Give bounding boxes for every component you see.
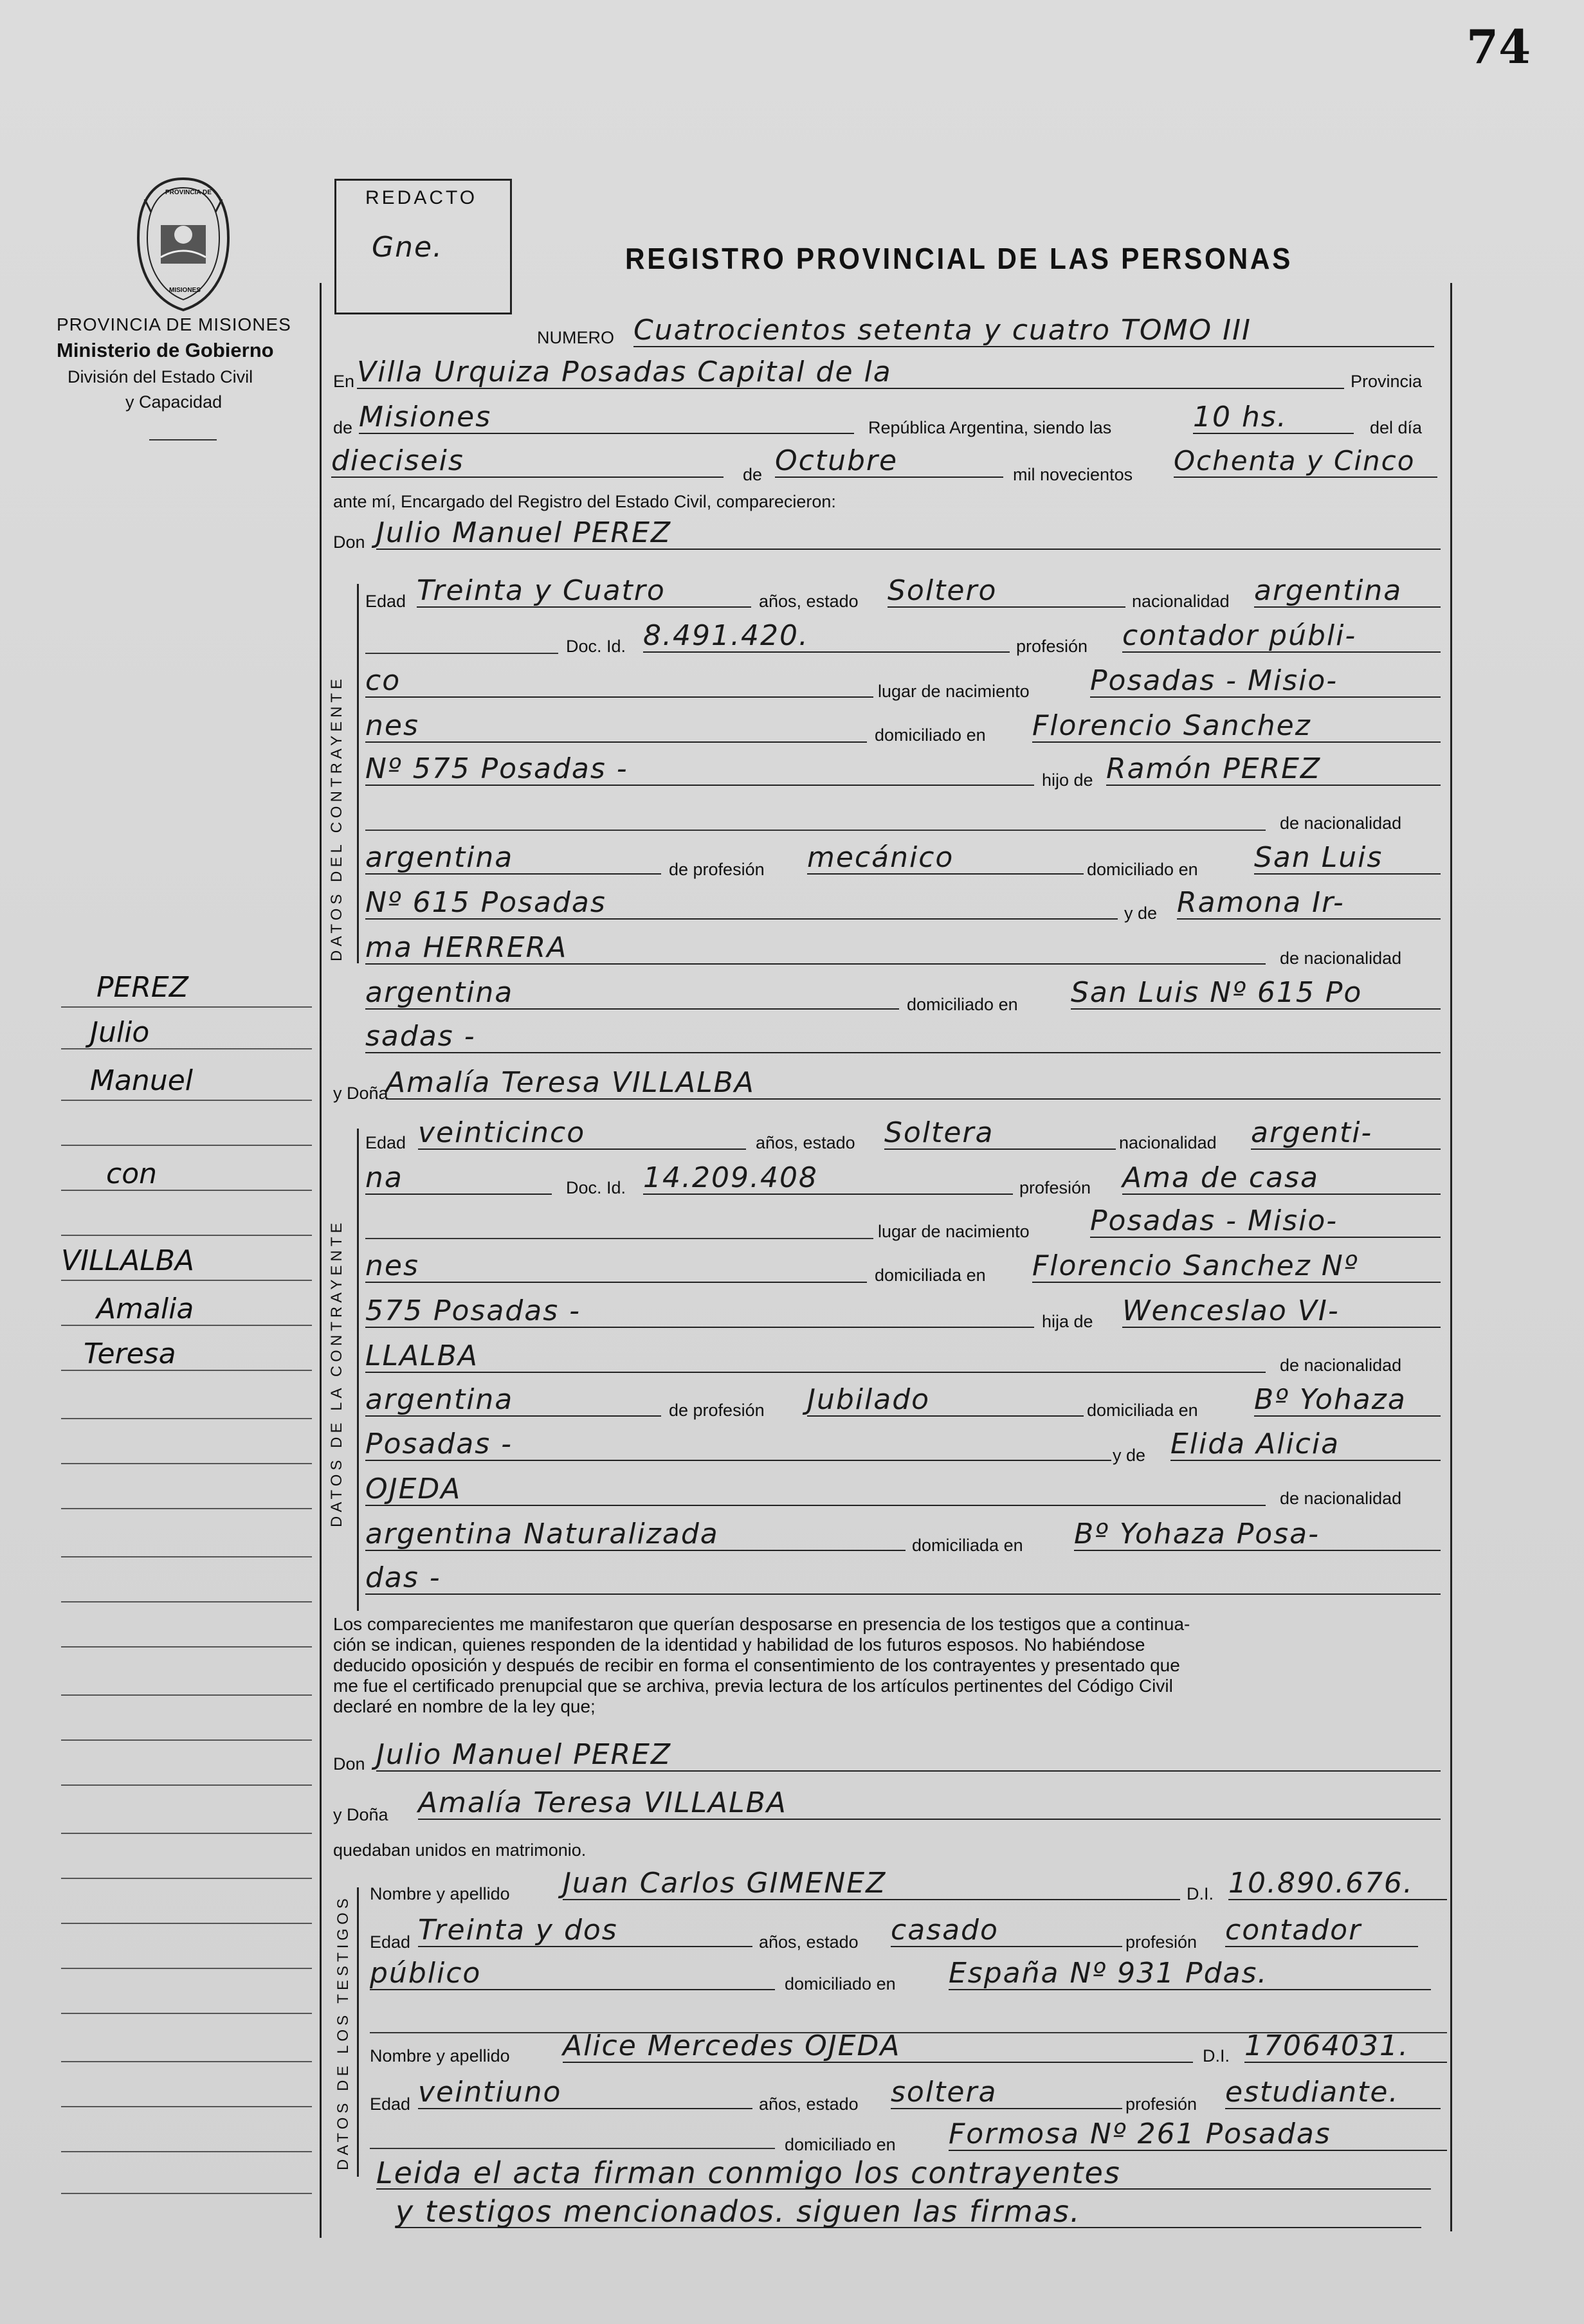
sidebar-province: PROVINCIA DE MISIONES — [57, 314, 291, 334]
bride-section-border — [357, 1129, 359, 1611]
groom-edad-value: Treinta y Cuatro — [417, 576, 751, 608]
w2-edad-label: Edad — [370, 2094, 411, 2114]
bride-edad-label: Edad — [365, 1133, 406, 1152]
bride-madre-nac-value: argentina Naturalizada — [365, 1519, 906, 1551]
w1-nombre-label: Nombre y apellido — [370, 1884, 510, 1903]
bride-doc-value: 14.209.408 — [643, 1163, 1013, 1195]
margin-note-surname: PEREZ — [96, 971, 188, 1004]
redacto-label: REDACTO — [365, 187, 478, 208]
sidebar-separator — [320, 283, 322, 2238]
bride-estado-value: Soltera — [884, 1118, 1116, 1150]
w1-edad-value: Treinta y dos — [418, 1915, 752, 1947]
bride-domicilio-value: Florencio Sanchez Nº — [1032, 1251, 1441, 1283]
groom-hijo-label: hijo de — [1042, 770, 1093, 790]
w1-nombre-value: Juan Carlos GIMENEZ — [563, 1868, 1180, 1900]
bride-padre-value: Wenceslao VI- — [1122, 1296, 1441, 1328]
w2-domicilio-label: domiciliado en — [785, 2135, 896, 2154]
don-label: Don — [333, 532, 365, 552]
redacto-value: Gne. — [372, 231, 444, 264]
groom-profesion-cont: co — [365, 666, 873, 698]
bride-madre-cont: OJEDA — [365, 1474, 1266, 1506]
de-label: de — [333, 418, 353, 437]
groom-lugar-label: lugar de nacimiento — [878, 682, 1030, 701]
redacto-box — [334, 179, 512, 314]
bride-profesion-value: Ama de casa — [1122, 1163, 1441, 1195]
groom-domicilio-cont: Nº 575 Posadas - — [365, 754, 1034, 786]
w2-domicilio-value: Formosa Nº 261 Posadas — [949, 2119, 1447, 2151]
en-label: En — [333, 372, 355, 391]
w2-anios-label: años, estado — [759, 2094, 859, 2114]
anio-value: Ochenta y Cinco — [1174, 446, 1437, 478]
bride-section-label: DATOS DE LA CONTRAYENTE — [328, 1219, 345, 1527]
groom-madre-cont: ma HERRERA — [365, 932, 1266, 965]
margin-note-con: con — [106, 1157, 157, 1190]
w2-profesion-label: profesión — [1125, 2094, 1197, 2114]
closing-line-2: y testigos mencionados. siguen las firmas. — [396, 2196, 1421, 2228]
groom-nacionalidad-label: nacionalidad — [1132, 592, 1230, 611]
paragraph-line-4: me fue el certificado prenupcial que se archiva, previa lectura de los artículos pertinentes del Código Civil — [333, 1676, 1173, 1696]
groom-domicilio-label: domiciliado en — [875, 725, 986, 745]
bride-hija-label: hija de — [1042, 1312, 1093, 1331]
groom-section-label: DATOS DEL CONTRAYENTE — [328, 675, 345, 961]
bride-padre-nac-value: argentina — [365, 1384, 661, 1417]
republica-label: República Argentina, siendo las — [868, 418, 1112, 437]
anio-label: mil novecientos — [1013, 465, 1133, 484]
sidebar-divider — [149, 439, 217, 440]
bride-madre-dom-value: Bº Yohaza Posa- — [1074, 1519, 1441, 1551]
margin-note-name2: Manuel — [90, 1064, 193, 1097]
bride-anios-label: años, estado — [756, 1133, 855, 1152]
seal-text-top: PROVINCIA DE — [165, 189, 212, 196]
groom-doc-value: 8.491.420. — [643, 621, 1010, 653]
groom-section-border — [357, 584, 359, 963]
groom-padre-value: Ramón PEREZ — [1106, 754, 1441, 786]
bride-lugar-cont: nes — [365, 1251, 867, 1283]
margin-note-surname2: VILLALBA — [61, 1244, 195, 1277]
ante-text: ante mí, Encargado del Registro del Estado Civil, comparecieron: — [333, 492, 836, 511]
groom-madre-dom-cont: sadas - — [365, 1021, 1441, 1053]
w2-nombre-value: Alice Mercedes OJEDA — [563, 2031, 1193, 2063]
sidebar-capacity: y Capacidad — [125, 392, 223, 412]
w2-nombre-label: Nombre y apellido — [370, 2046, 510, 2065]
de-mes-label: de — [743, 465, 763, 484]
bride-padre-dom-value: Bº Yohaza — [1254, 1384, 1441, 1417]
bride-nacionalidad-value: argenti- — [1251, 1118, 1441, 1150]
groom-anios-label: años, estado — [759, 592, 859, 611]
margin-note-name4: Teresa — [84, 1338, 176, 1370]
closing-line-1: Leida el acta firman conmigo los contrayentes — [376, 2157, 1431, 2190]
bride-dom-label2: domiciliada en — [912, 1536, 1023, 1555]
groom-y-de-label: y de — [1124, 903, 1158, 923]
w1-edad-label: Edad — [370, 1932, 411, 1952]
mes-value: Octubre — [775, 446, 1003, 478]
groom-lugar-value: Posadas - Misio- — [1090, 666, 1441, 698]
w1-estado-value: casado — [891, 1915, 1122, 1947]
decl-dona-label: y Doña — [333, 1805, 388, 1824]
bride-lugar-value: Posadas - Misio- — [1090, 1206, 1441, 1238]
consent-paragraph — [333, 1614, 1446, 1717]
groom-de-nac-label2: de nacionalidad — [1280, 949, 1402, 968]
bride-padre-prof-value: Jubilado — [807, 1384, 1084, 1417]
groom-profesion-value: contador públi- — [1122, 621, 1441, 653]
bride-profesion-label: profesión — [1019, 1178, 1091, 1197]
w2-edad-value: veintiuno — [418, 2077, 752, 2109]
groom-de-nac-label: de nacionalidad — [1280, 813, 1402, 833]
groom-estado-value: Soltero — [888, 576, 1125, 608]
hora-value: 10 hs. — [1193, 402, 1354, 434]
groom-de-prof-label: de profesión — [669, 860, 765, 879]
bride-madre-dom-cont: das - — [365, 1563, 1441, 1595]
dona-value: Amalía Teresa VILLALBA — [386, 1067, 1441, 1100]
groom-padre-nac-value: argentina — [365, 842, 661, 875]
bride-dom-label: domiciliada en — [1087, 1401, 1198, 1420]
don-value: Julio Manuel PEREZ — [376, 518, 1441, 550]
bride-lugar-label: lugar de nacimiento — [878, 1222, 1030, 1241]
groom-padre-prof-value: mecánico — [807, 842, 1084, 875]
w1-domicilio-label: domiciliado en — [785, 1974, 896, 1993]
paragraph-line-2: ción se indican, quienes responden de la identidad y habilidad de los futuros esposos. No habiéndose — [333, 1635, 1145, 1655]
w1-profesion-cont: público — [370, 1958, 775, 1990]
groom-nacionalidad-value: argentina — [1254, 576, 1441, 608]
margin-note-name1: Julio — [90, 1016, 150, 1049]
w2-di-value: 17064031. — [1244, 2031, 1447, 2063]
province-seal-icon — [132, 174, 235, 315]
w1-profesion-value: contador — [1225, 1915, 1418, 1947]
w2-profesion-value: estudiante. — [1225, 2077, 1441, 2109]
paragraph-line-5: declaré en nombre de la ley que; — [333, 1696, 596, 1716]
groom-madre-dom-value: San Luis Nº 615 Po — [1071, 977, 1441, 1010]
sidebar-division: División del Estado Civil — [68, 367, 253, 386]
en-value: Villa Urquiza Posadas Capital de la — [357, 357, 1344, 389]
groom-padre-dom-cont: Nº 615 Posadas — [365, 887, 1118, 920]
numero-value: Cuatrocientos setenta y cuatro TOMO III — [633, 315, 1434, 347]
bride-de-prof-label: de profesión — [669, 1401, 765, 1420]
dona-label: y Doña — [333, 1084, 388, 1103]
groom-dom-label: domiciliado en — [1087, 860, 1198, 879]
decl-unidos: quedaban unidos en matrimonio. — [333, 1840, 587, 1860]
bride-madre-value: Elida Alicia — [1170, 1429, 1441, 1461]
page-number: 74 — [1466, 19, 1531, 74]
w2-estado-value: soltera — [891, 2077, 1122, 2109]
del-dia-label: del día — [1370, 418, 1423, 437]
w1-anios-label: años, estado — [759, 1932, 859, 1952]
bride-doc-label: Doc. Id. — [566, 1178, 626, 1197]
w1-domicilio-value: España Nº 931 Pdas. — [949, 1958, 1431, 1990]
groom-doc-label: Doc. Id. — [566, 637, 626, 656]
groom-dom-label2: domiciliado en — [907, 995, 1018, 1014]
witness-section-border — [357, 1887, 359, 2177]
decl-don-label: Don — [333, 1754, 365, 1774]
w1-di-value: 10.890.676. — [1228, 1868, 1447, 1900]
bride-nac-cont: na — [365, 1163, 552, 1195]
sidebar-ministry: Ministerio de Gobierno — [57, 339, 274, 361]
paragraph-line-3: deducido oposición y después de recibir en forma el consentimiento de los contrayentes y presentado que — [333, 1655, 1180, 1675]
margin-note-name3: Amalia — [96, 1293, 194, 1325]
groom-lugar-cont: nes — [365, 711, 867, 743]
bride-padre-dom-cont: Posadas - — [365, 1429, 1111, 1461]
bride-domicilio-label: domiciliada en — [875, 1266, 986, 1285]
w2-di-label: D.I. — [1203, 2046, 1230, 2065]
form-right-border — [1450, 283, 1452, 2231]
provincia-label: Provincia — [1351, 372, 1423, 391]
seal-text-bottom: MISIONES — [169, 287, 201, 294]
de-value: Misiones — [359, 402, 854, 434]
groom-padre-dom-value: San Luis — [1254, 842, 1441, 875]
dia-value: dieciseis — [331, 446, 724, 478]
bride-domicilio-cont: 575 Posadas - — [365, 1296, 1034, 1328]
decl-don-value: Julio Manuel PEREZ — [376, 1739, 1441, 1772]
groom-domicilio-value: Florencio Sanchez — [1032, 711, 1441, 743]
w1-di-label: D.I. — [1187, 1884, 1214, 1903]
decl-dona-value: Amalía Teresa VILLALBA — [418, 1788, 1441, 1820]
bride-y-de-label: y de — [1113, 1446, 1146, 1465]
bride-de-nac-label: de nacionalidad — [1280, 1356, 1402, 1375]
witness-section-label: DATOS DE LOS TESTIGOS — [334, 1894, 352, 2170]
numero-label: NUMERO — [537, 328, 614, 347]
bride-de-nac-label2: de nacionalidad — [1280, 1489, 1402, 1508]
document-title: REGISTRO PROVINCIAL DE LAS PERSONAS — [625, 242, 1293, 275]
bride-edad-value: veinticinco — [418, 1118, 746, 1150]
groom-madre-nac-value: argentina — [365, 977, 899, 1010]
bride-padre-cont: LLALBA — [365, 1341, 1266, 1373]
w1-profesion-label: profesión — [1125, 1932, 1197, 1952]
groom-profesion-label: profesión — [1016, 637, 1088, 656]
paragraph-line-1: Los comparecientes me manifestaron que querían desposarse en presencia de los testigos que a continua- — [333, 1614, 1190, 1634]
groom-madre-value: Ramona Ir- — [1177, 887, 1441, 920]
groom-edad-label: Edad — [365, 592, 406, 611]
bride-nacionalidad-label: nacionalidad — [1119, 1133, 1217, 1152]
